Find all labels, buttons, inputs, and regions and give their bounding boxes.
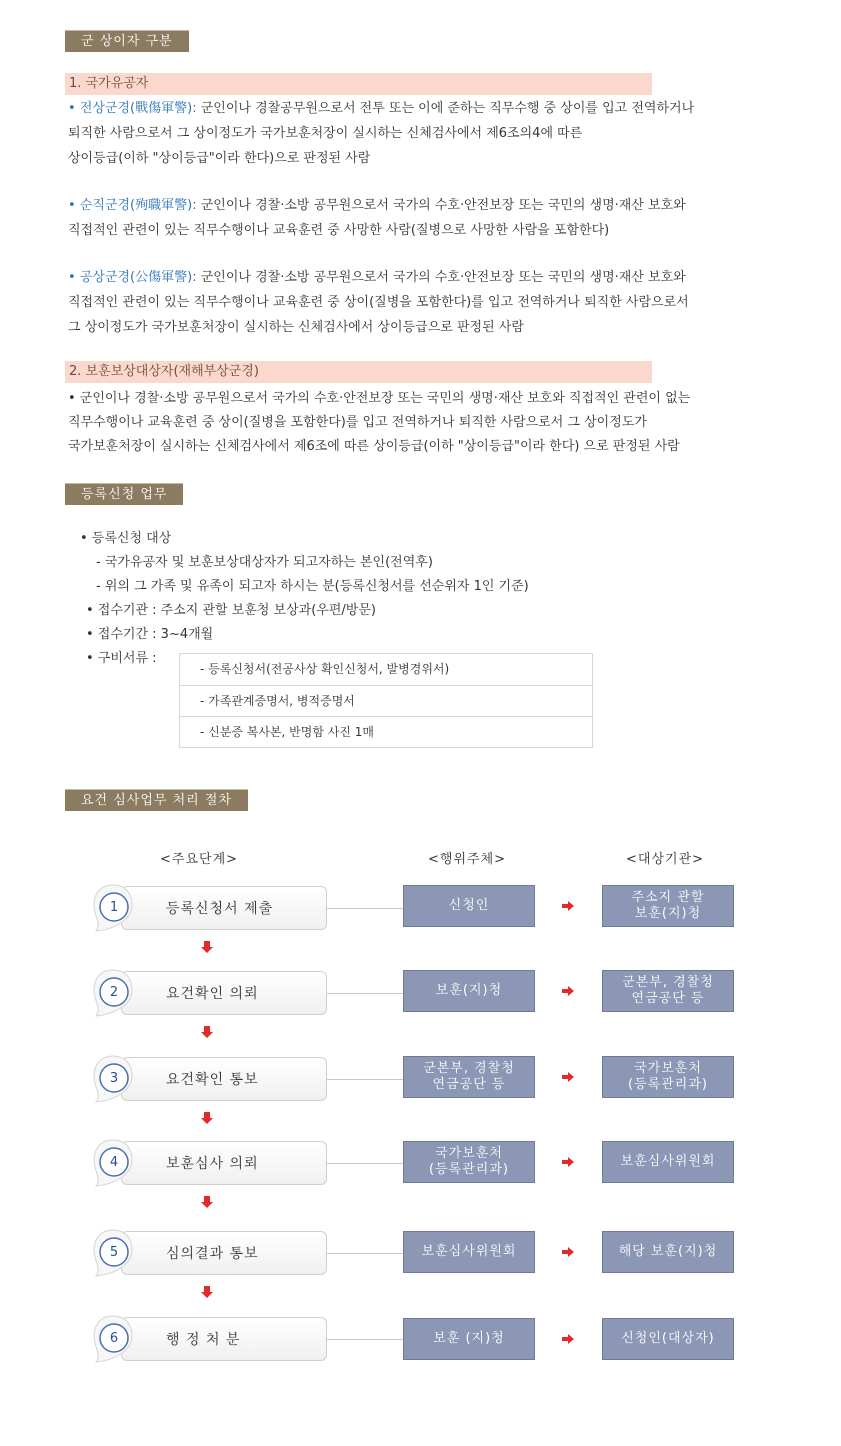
arrow-shape: [562, 901, 574, 911]
arrow-shape: [201, 941, 213, 953]
item-text: 군인이나 경찰공무원으로서 전투 또는 이에 준하는 직무수행 중 상이를 입고 전역하거나: [200, 101, 695, 116]
arrow-shape: [201, 1112, 213, 1124]
step-number-badge: [92, 1228, 134, 1278]
term-combat-wounded: 전상군경(戰傷軍警):: [79, 101, 197, 116]
step-label: 보훈심사 의뢰: [166, 1156, 259, 1172]
item-text: 상이등급(이하 "상이등급"이라 한다)으로 판정된 사람: [68, 151, 371, 166]
term-injured-on-duty: 공상군경(公傷軍警):: [79, 270, 197, 285]
step-number-badge: [92, 968, 134, 1018]
item-combat-wounded: [68, 101, 694, 117]
arrow-right-icon: [562, 986, 574, 996]
step-pill: [121, 1057, 327, 1101]
section-heading-registration: 등록신청 업무: [65, 483, 183, 505]
arrow-right-icon: [562, 1072, 574, 1082]
step-pill: [121, 1141, 327, 1185]
item-text: 직접적인 관련이 있는 직무수행이나 교육훈련 중 사망한 사람(질병으로 사망한 사람을 포함한다): [68, 223, 610, 238]
step-label: 등록신청서 제출: [166, 901, 274, 917]
item-text: 그 상이정도가 국가보훈처장이 실시하는 신체검사에서 상이등급으로 판정된 사람: [68, 320, 524, 335]
section-heading-procedure: 요건 심사업무 처리 절차: [65, 789, 248, 811]
flow-connector: [327, 1253, 403, 1254]
arrow-down-icon: [201, 1112, 213, 1124]
actor-box: 보훈심사위원회: [403, 1231, 535, 1273]
step-pill: [121, 971, 327, 1015]
document-row: - 가족관계증명서, 병적증명서: [180, 685, 592, 716]
flow-connector: [327, 1339, 403, 1340]
item-died-on-duty: [68, 198, 686, 214]
flow-connector: [327, 908, 403, 909]
step-number: 5: [109, 1245, 119, 1260]
arrow-shape: [201, 1286, 213, 1298]
item-injured-on-duty: [68, 270, 686, 286]
actor-box: 보훈 (지)청: [403, 1318, 535, 1360]
arrow-down-icon: [201, 1026, 213, 1038]
arrow-right-icon: [562, 1334, 574, 1344]
reg-period: • 접수기간 : 3~4개월: [86, 627, 214, 642]
flow-connector: [327, 1163, 403, 1164]
bullet-icon: •: [68, 270, 76, 285]
reg-target-heading: • 등록신청 대상: [80, 531, 172, 546]
step-number: 1: [109, 900, 119, 915]
target-box: 주소지 관할 보훈(지)청: [602, 885, 734, 927]
reg-target-line: - 국가유공자 및 보훈보상대상자가 되고자하는 본인(전역후): [96, 555, 433, 570]
column-header-target: <대상기관>: [626, 852, 705, 867]
arrow-shape: [562, 1247, 574, 1257]
arrow-shape: [562, 1157, 574, 1167]
item-text: 직무수행이나 교육훈련 중 상이(질병을 포함한다)를 입고 전역하거나 퇴직한 사람으로서 그 상이정도가: [68, 415, 647, 430]
item-text: 군인이나 경찰·소방 공무원으로서 국가의 수호·안전보장 또는 국민의 생명·재산 보호와: [200, 270, 686, 285]
target-box: 군본부, 경찰청 연금공단 등: [602, 970, 734, 1012]
section-heading-disabled-classification: 군 상이자 구분: [65, 30, 189, 52]
step-number: 2: [109, 985, 119, 1000]
reg-office: • 접수기관 : 주소지 관할 보훈청 보상과(우편/방문): [86, 603, 376, 618]
sub-heading-national-merit: 1. 국가유공자: [65, 73, 652, 95]
step-label: 요건확인 통보: [166, 1072, 259, 1088]
arrow-shape: [562, 986, 574, 996]
item-text: 국가보훈처장이 실시하는 신체검사에서 제6조에 따른 상이등급(이하 "상이등급"이라 한다) 으로 판정된 사람: [68, 439, 680, 454]
step-pill: [121, 886, 327, 930]
actor-box: 군본부, 경찰청 연금공단 등: [403, 1056, 535, 1098]
reg-target-line: - 위의 그 가족 및 유족이 되고자 하시는 분(등록신청서를 선순위자 1인 기준): [96, 579, 529, 594]
target-box: 국가보훈처 (등록관리과): [602, 1056, 734, 1098]
actor-box: 국가보훈처 (등록관리과): [403, 1141, 535, 1183]
required-documents-table: [179, 653, 593, 748]
arrow-right-icon: [562, 901, 574, 911]
step-number: 3: [109, 1071, 119, 1086]
item-text: 퇴직한 사람으로서 그 상이정도가 국가보훈처장이 실시하는 신체검사에서 제6조의4에 따른: [68, 126, 583, 141]
arrow-right-icon: [562, 1157, 574, 1167]
step-label: 행 정 처 분: [166, 1332, 241, 1348]
step-label: 요건확인 의뢰: [166, 986, 259, 1002]
reg-documents-label: • 구비서류 :: [86, 651, 157, 666]
arrow-down-icon: [201, 1286, 213, 1298]
target-box: 보훈심사위원회: [602, 1141, 734, 1183]
step-number-badge: [92, 1314, 134, 1364]
sub-heading-veterans-compensation: 2. 보훈보상대상자(재해부상군경): [65, 361, 652, 383]
actor-box: 신청인: [403, 885, 535, 927]
column-header-actor: <행위주체>: [428, 852, 507, 867]
bullet-icon: •: [68, 198, 76, 213]
step-pill: [121, 1231, 327, 1275]
step-number-badge: [92, 883, 134, 933]
step-number-badge: [92, 1138, 134, 1188]
step-number: 4: [109, 1155, 119, 1170]
target-box: 해당 보훈(지)청: [602, 1231, 734, 1273]
document-row: - 등록신청서(전공사상 확인신청서, 발병경위서): [200, 662, 450, 676]
step-number-badge: [92, 1054, 134, 1104]
column-header-steps: <주요단계>: [160, 852, 239, 867]
arrow-shape: [562, 1334, 574, 1344]
arrow-shape: [201, 1196, 213, 1208]
item-text: 직접적인 관련이 있는 직무수행이나 교육훈련 중 상이(질병을 포함한다)를 입고 전역하거나 퇴직한 사람으로서: [68, 295, 689, 310]
step-pill: [121, 1317, 327, 1361]
arrow-down-icon: [201, 941, 213, 953]
flow-connector: [327, 1079, 403, 1080]
arrow-right-icon: [562, 1247, 574, 1257]
arrow-down-icon: [201, 1196, 213, 1208]
term-died-on-duty: 순직군경(殉職軍警):: [79, 198, 197, 213]
flow-connector: [327, 993, 403, 994]
bullet-icon: •: [68, 101, 76, 116]
item-text: • 군인이나 경찰·소방 공무원으로서 국가의 수호·안전보장 또는 국민의 생명·재산 보호와 직접적인 관련이 없는: [68, 391, 691, 406]
item-text: 군인이나 경찰·소방 공무원으로서 국가의 수호·안전보장 또는 국민의 생명·재산 보호와: [200, 198, 686, 213]
document-row: - 신분증 복사본, 반명함 사진 1매: [180, 716, 592, 747]
target-box: 신청인(대상자): [602, 1318, 734, 1360]
arrow-shape: [562, 1072, 574, 1082]
step-number: 6: [109, 1331, 119, 1346]
step-label: 심의결과 통보: [166, 1246, 259, 1262]
arrow-shape: [201, 1026, 213, 1038]
actor-box: 보훈(지)청: [403, 970, 535, 1012]
